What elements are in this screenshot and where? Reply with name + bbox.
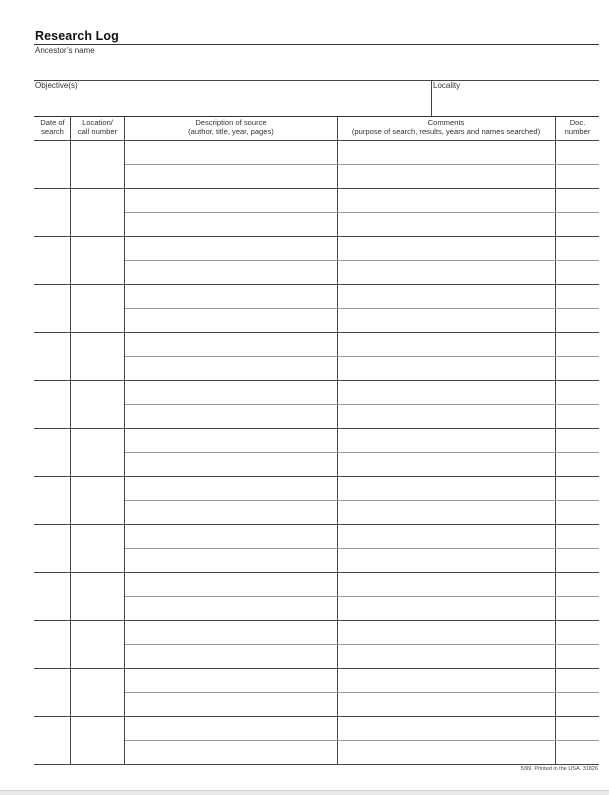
log-cell-date[interactable] xyxy=(35,141,70,188)
locality-label: Locality xyxy=(433,81,461,90)
row-bottom-rule xyxy=(34,764,599,765)
ancestor-name-label: Ancestor’s name xyxy=(35,46,95,55)
print-footer: 5/99. Printed in the USA. 31826 xyxy=(520,766,598,772)
log-cell-date[interactable] xyxy=(35,429,70,476)
row-sub-rule xyxy=(125,164,599,165)
log-cell-location[interactable] xyxy=(71,189,124,236)
log-cell-location[interactable] xyxy=(71,141,124,188)
column-header-doc-line1: Doc. xyxy=(569,118,586,127)
table-top-rule xyxy=(34,116,599,117)
row-sub-rule xyxy=(125,452,599,453)
log-cell-date[interactable] xyxy=(35,477,70,524)
log-cell-location[interactable] xyxy=(71,381,124,428)
locality-divider xyxy=(431,80,432,116)
column-header-comments-line1: Comments xyxy=(427,118,465,127)
row-sub-rule xyxy=(125,644,599,645)
row-sub-rule xyxy=(125,404,599,405)
column-header-date-line1: Date of xyxy=(40,118,65,127)
log-cell-date[interactable] xyxy=(35,525,70,572)
column-header-comments-line2: (purpose of search, results, years and names searched) xyxy=(351,127,541,136)
row-sub-rule xyxy=(125,596,599,597)
log-cell-date[interactable] xyxy=(35,621,70,668)
objective-label: Objective(s) xyxy=(35,81,78,90)
log-cell-date[interactable] xyxy=(35,285,70,332)
log-cell-date[interactable] xyxy=(35,189,70,236)
log-cell-date[interactable] xyxy=(35,669,70,716)
column-header-description-line2: (author, title, year, pages) xyxy=(188,127,274,136)
log-cell-location[interactable] xyxy=(71,429,124,476)
title-underline xyxy=(34,44,599,45)
row-sub-rule xyxy=(125,356,599,357)
column-header-location-line2: call number xyxy=(77,127,118,136)
row-sub-rule xyxy=(125,500,599,501)
log-cell-location[interactable] xyxy=(71,525,124,572)
column-header-location xyxy=(71,118,124,136)
log-cell-date[interactable] xyxy=(35,381,70,428)
column-header-date-line2: search xyxy=(41,127,64,136)
row-sub-rule xyxy=(125,548,599,549)
row-sub-rule xyxy=(125,212,599,213)
column-header-doc xyxy=(556,118,599,136)
log-cell-location[interactable] xyxy=(71,237,124,284)
row-sub-rule xyxy=(125,308,599,309)
locality-field[interactable] xyxy=(433,90,599,115)
column-header-description-line1: Description of source xyxy=(195,118,267,127)
column-header-date xyxy=(35,118,70,136)
form-title: Research Log xyxy=(35,29,119,43)
page-bottom-edge xyxy=(0,790,609,795)
log-cell-location[interactable] xyxy=(71,333,124,380)
log-cell-location[interactable] xyxy=(71,285,124,332)
log-cell-date[interactable] xyxy=(35,573,70,620)
column-header-location-line1: Location/ xyxy=(82,118,113,127)
log-cell-date[interactable] xyxy=(35,717,70,764)
column-header-description xyxy=(125,118,337,136)
log-cell-location[interactable] xyxy=(71,669,124,716)
row-sub-rule xyxy=(125,740,599,741)
log-cell-location[interactable] xyxy=(71,717,124,764)
log-cell-location[interactable] xyxy=(71,477,124,524)
row-sub-rule xyxy=(125,692,599,693)
log-cell-date[interactable] xyxy=(35,237,70,284)
objective-field[interactable] xyxy=(34,90,430,115)
column-header-comments xyxy=(338,118,554,136)
log-cell-location[interactable] xyxy=(71,573,124,620)
row-sub-rule xyxy=(125,260,599,261)
ancestor-name-field[interactable] xyxy=(34,55,599,79)
log-cell-location[interactable] xyxy=(71,621,124,668)
ancestor-name-rule xyxy=(34,80,599,81)
column-header-doc-line2: number xyxy=(564,127,591,136)
log-cell-date[interactable] xyxy=(35,333,70,380)
